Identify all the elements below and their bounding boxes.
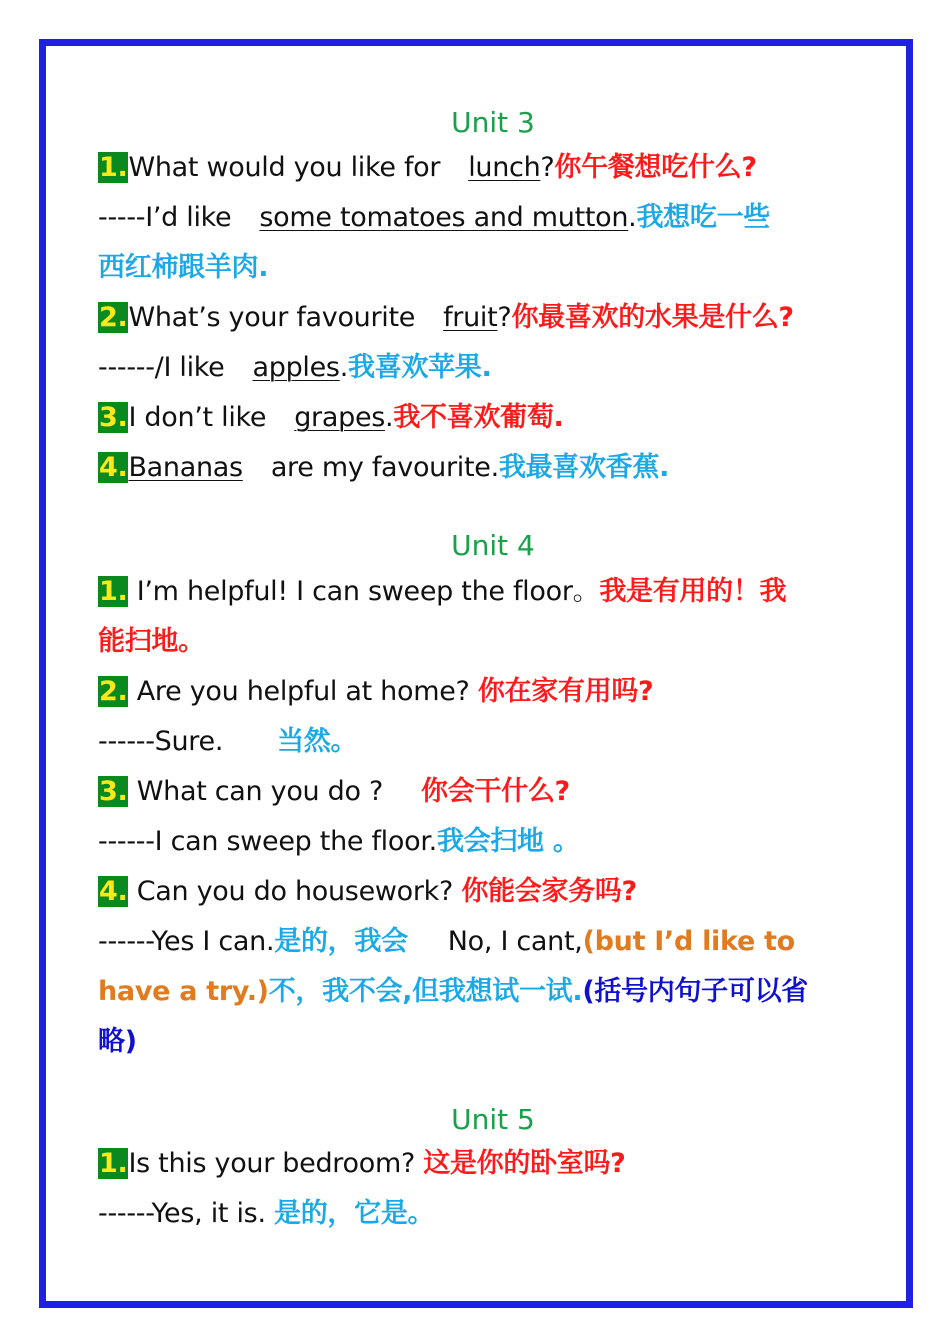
- sentence: -----I’d like: [98, 202, 232, 233]
- underlined-word: lunch: [468, 152, 541, 183]
- sentence: ------/I like: [98, 352, 225, 383]
- unit5-line-1: [98, 1146, 888, 1182]
- item-number: 1.: [99, 576, 128, 607]
- sentence: Can you do housework?: [128, 876, 462, 907]
- punct: .: [628, 202, 637, 233]
- item-number: 3.: [99, 402, 128, 433]
- translation: 我想吃一些: [636, 202, 770, 233]
- item-number: 1.: [99, 152, 128, 183]
- unit4-line-2: [98, 624, 888, 660]
- translation: 能扫地。: [98, 626, 205, 657]
- note: (括号内句子可以省: [582, 976, 808, 1007]
- sentence: ------Yes, it is.: [98, 1198, 275, 1229]
- sentence: ------Sure.: [98, 726, 224, 757]
- unit4-line-8: [98, 924, 888, 960]
- punct: .: [385, 402, 394, 433]
- unit5-heading: Unit 5: [451, 1103, 535, 1136]
- sentence: ------I can sweep the floor.: [98, 826, 437, 857]
- translation: 不，我不会,但我想试一试.: [268, 976, 583, 1007]
- unit4-line-6: [98, 824, 888, 860]
- translation: 我会扫地 。: [436, 826, 580, 857]
- item-number: 4.: [99, 452, 128, 483]
- unit4-line-5: [98, 774, 888, 810]
- translation: 这是你的卧室吗?: [423, 1148, 626, 1179]
- unit3-line-2: [98, 200, 888, 236]
- translation: 我是有用的！我: [599, 576, 787, 607]
- unit4-line-3: [98, 674, 888, 710]
- unit3-line-3: [98, 250, 888, 286]
- item-number: 2.: [99, 302, 128, 333]
- sentence: ------Yes I can.: [98, 926, 275, 957]
- translation: 是的，它是。: [274, 1198, 435, 1229]
- translation: 你能会家务吗?: [461, 876, 637, 907]
- item-number: 2.: [99, 676, 128, 707]
- translation: 你最喜欢的水果是什么?: [511, 302, 794, 333]
- sentence: I don’t like: [128, 402, 267, 433]
- sentence: Is this your bedroom?: [128, 1148, 424, 1179]
- unit3-line-4: [98, 300, 888, 336]
- unit3-line-1: [98, 150, 888, 186]
- translation: 我喜欢苹果.: [348, 352, 492, 383]
- unit4-line-1: [98, 574, 888, 610]
- item-number: 3.: [99, 776, 128, 807]
- unit3-heading: Unit 3: [451, 106, 535, 139]
- translation: 是的，我会: [274, 926, 408, 957]
- sentence: I’m helpful! I can sweep the floor。: [128, 576, 600, 607]
- translation: 你会干什么?: [421, 776, 570, 807]
- note: 略): [98, 1026, 137, 1057]
- unit4-line-7: [98, 874, 888, 910]
- translation: 当然。: [277, 726, 358, 757]
- underlined-word: apples: [252, 352, 340, 383]
- underlined-phrase: some tomatoes and mutton: [259, 202, 629, 233]
- unit3-line-7: [98, 450, 888, 486]
- translation: 你午餐想吃什么?: [554, 152, 757, 183]
- unit5-line-2: [98, 1196, 888, 1232]
- sentence-negative: No, I cant,: [447, 926, 583, 957]
- optional-phrase: have a try.): [98, 976, 269, 1007]
- unit4-heading: Unit 4: [451, 529, 535, 562]
- punct: ?: [497, 302, 512, 333]
- punct: ?: [540, 152, 555, 183]
- sentence: Are you helpful at home?: [128, 676, 478, 707]
- sentence: What can you do ?: [128, 776, 384, 807]
- item-number: 1.: [99, 1148, 128, 1179]
- translation: 我不喜欢葡萄.: [393, 402, 564, 433]
- punct: .: [339, 352, 348, 383]
- sentence: What’s your favourite: [128, 302, 416, 333]
- unit3-line-5: [98, 350, 888, 386]
- unit4-line-10: [98, 1024, 888, 1060]
- translation: 你在家有用吗?: [477, 676, 654, 707]
- item-number: 4.: [99, 876, 128, 907]
- unit4-line-4: [98, 724, 888, 760]
- underlined-word: grapes: [294, 402, 386, 433]
- underlined-word: fruit: [443, 302, 498, 333]
- optional-phrase: (but I’d like to: [582, 926, 795, 957]
- unit3-line-6: [98, 400, 888, 436]
- translation: 西红柿跟羊肉.: [98, 252, 269, 283]
- sentence: are my favourite.: [270, 452, 499, 483]
- underlined-word: Bananas: [128, 452, 243, 483]
- sentence: What would you like for: [128, 152, 441, 183]
- page-border: [39, 39, 913, 1308]
- unit4-line-9: [98, 974, 888, 1010]
- translation: 我最喜欢香蕉.: [498, 452, 670, 483]
